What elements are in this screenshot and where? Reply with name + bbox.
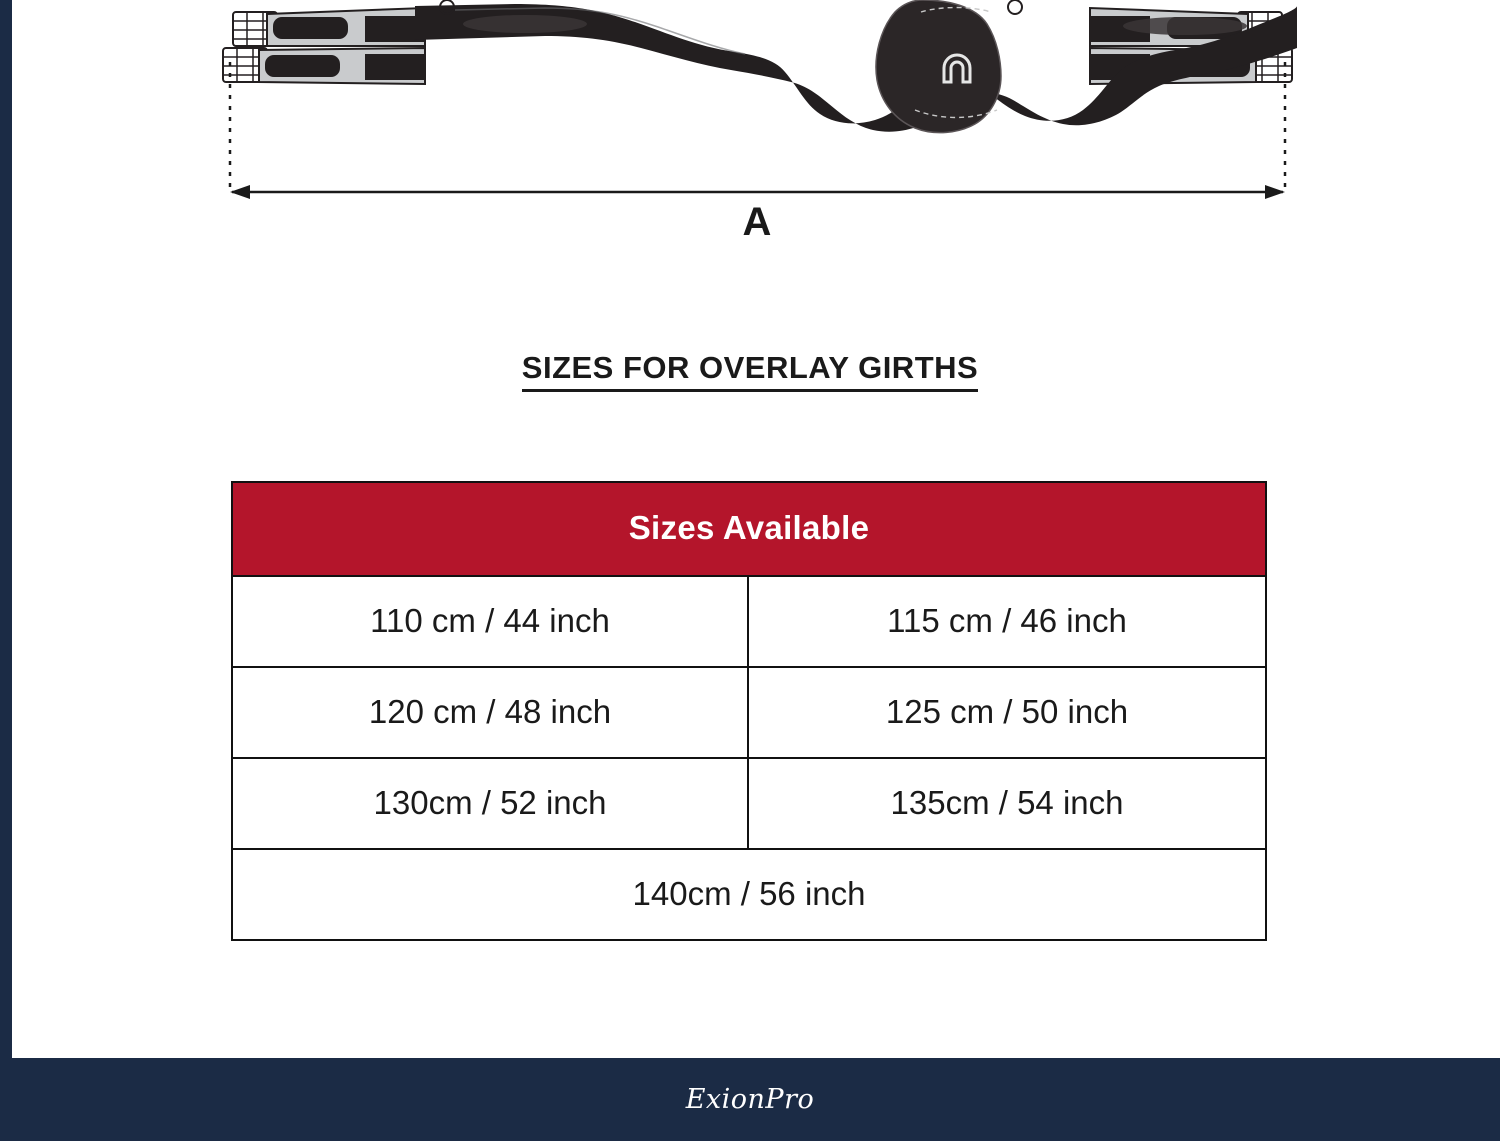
- size-cell: 120 cm / 48 inch: [233, 668, 749, 757]
- page-title: [0, 350, 1500, 386]
- overlay-panel-right: [1123, 17, 1247, 35]
- table-row: [233, 668, 1265, 759]
- size-cell: 125 cm / 50 inch: [885, 693, 1129, 730]
- size-cell: 115 cm / 46 inch: [887, 602, 1127, 639]
- brand-logo: ExionPro: [685, 1084, 815, 1115]
- table-row: [233, 577, 1265, 668]
- table-row: [233, 759, 1265, 850]
- dimension-line-group: [215, 60, 1300, 250]
- sizes-table-header: Sizes Available: [233, 483, 1265, 577]
- size-cell: 135cm / 54 inch: [890, 784, 1124, 821]
- size-cell: 130cm / 52 inch: [233, 759, 749, 848]
- overlay-panel-left: [463, 15, 587, 33]
- loop-right-icon: [1008, 0, 1022, 14]
- sizes-table: [231, 481, 1267, 941]
- left-edge-bar: [0, 0, 12, 1141]
- page-title-text: SIZES FOR OVERLAY GIRTHS: [522, 350, 978, 392]
- table-row: [233, 850, 1265, 939]
- dimension-label-a: A: [742, 200, 773, 244]
- size-cell: 110 cm / 44 inch: [233, 577, 749, 666]
- size-cell: 140cm / 56 inch: [632, 875, 866, 912]
- footer-bar: [0, 1058, 1500, 1141]
